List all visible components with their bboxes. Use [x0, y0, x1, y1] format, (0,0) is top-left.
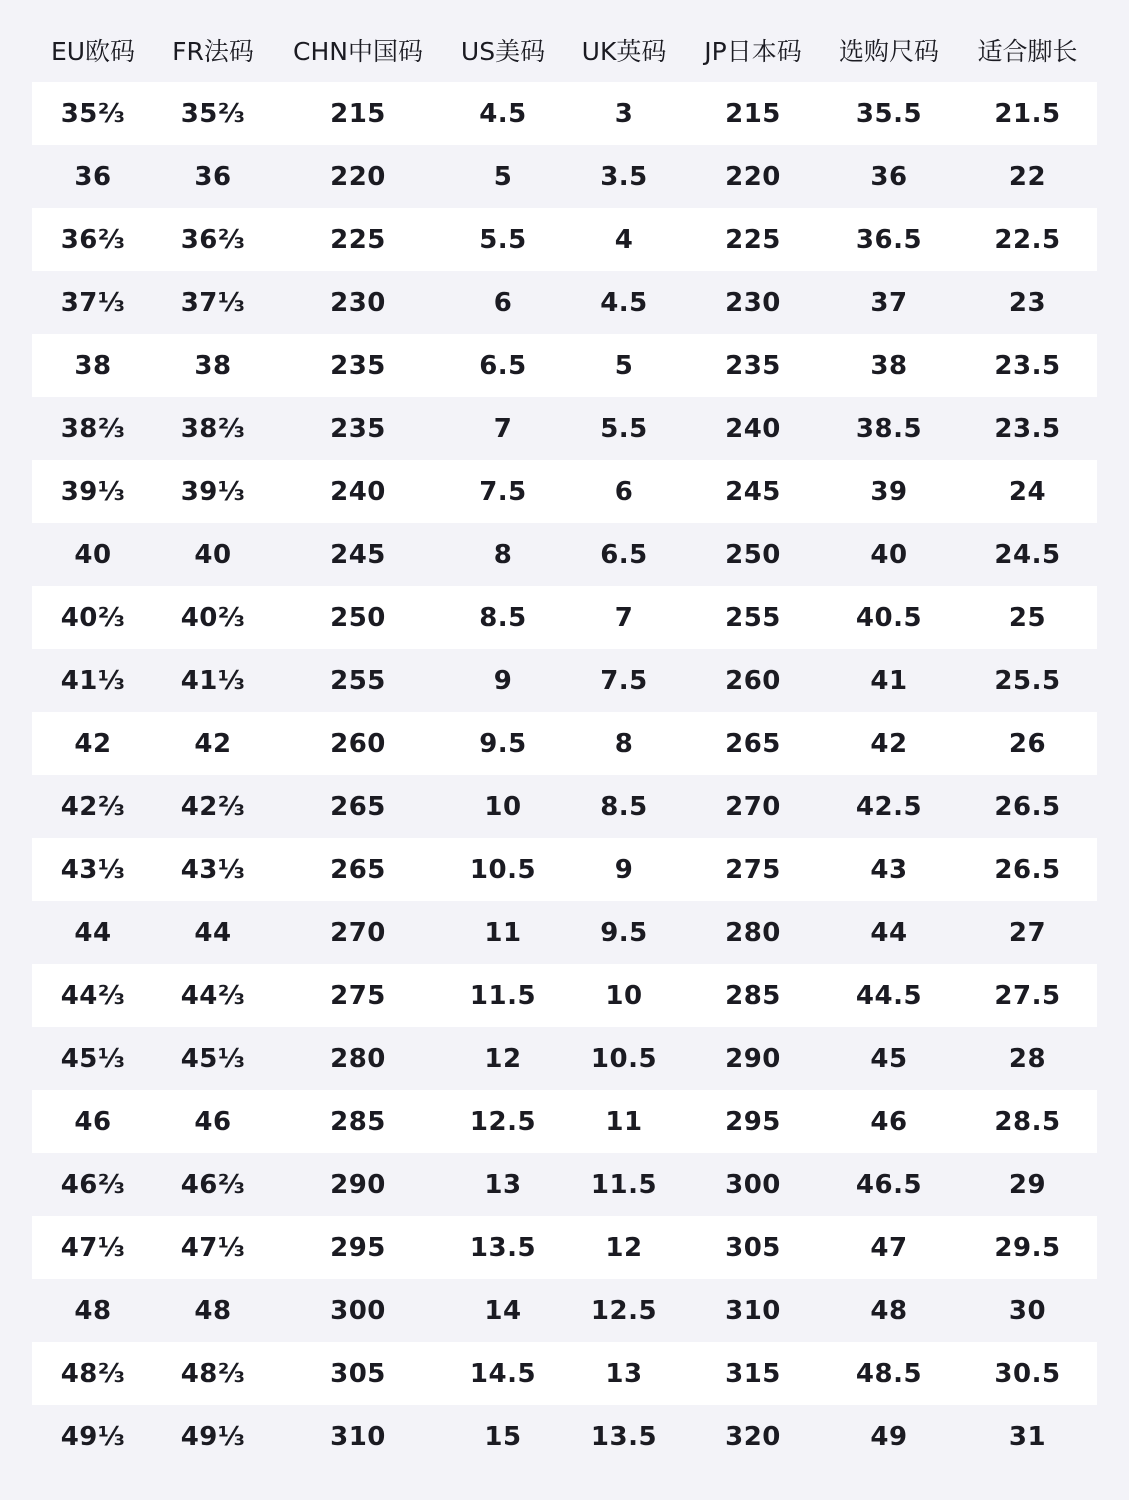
table-row	[32, 145, 1097, 208]
cell-eu-size: 44	[74, 917, 112, 948]
cell-uk-size: 12.5	[590, 1295, 658, 1326]
cell-eu-size: 46	[74, 1106, 112, 1137]
cell-us-size: 8.5	[479, 602, 527, 633]
cell-foot-length: 24.5	[994, 539, 1061, 570]
table-row	[32, 1342, 1097, 1405]
cell-chn-size: 235	[330, 350, 386, 381]
cell-jp-size: 235	[725, 350, 781, 381]
cell-eu-size: 48⅔	[60, 1358, 126, 1389]
cell-jp-size: 295	[725, 1106, 781, 1137]
cell-jp-size: 280	[725, 917, 781, 948]
cell-jp-size: 225	[725, 224, 781, 255]
cell-us-size: 11.5	[469, 980, 537, 1011]
cell-chn-size: 245	[330, 539, 386, 570]
cell-chn-size: 275	[330, 980, 386, 1011]
cell-jp-size: 275	[725, 854, 781, 885]
cell-fr-size: 36⅔	[180, 224, 246, 255]
cell-jp-size: 290	[725, 1043, 781, 1074]
size-chart-table	[32, 18, 1097, 1468]
cell-chn-size: 250	[330, 602, 386, 633]
cell-fr-size: 48⅔	[180, 1358, 246, 1389]
cell-us-size: 13.5	[469, 1232, 537, 1263]
cell-foot-length: 23	[1008, 287, 1047, 318]
cell-fr-size: 37⅓	[180, 287, 246, 318]
cell-chn-size: 285	[330, 1106, 386, 1137]
cell-recommended-size: 38	[870, 350, 908, 381]
cell-uk-size: 11.5	[590, 1169, 658, 1200]
cell-fr-size: 40	[194, 539, 232, 570]
table-row	[32, 82, 1097, 145]
cell-chn-size: 310	[330, 1421, 386, 1452]
cell-fr-size: 44⅔	[180, 980, 246, 1011]
column-header-fr-size: FR法码	[172, 37, 254, 66]
cell-jp-size: 305	[725, 1232, 781, 1263]
cell-uk-size: 13.5	[590, 1421, 658, 1452]
cell-recommended-size: 48	[870, 1295, 908, 1326]
cell-fr-size: 42⅔	[180, 791, 246, 822]
cell-foot-length: 28	[1008, 1043, 1047, 1074]
cell-fr-size: 41⅓	[180, 665, 246, 696]
cell-us-size: 6.5	[479, 350, 527, 381]
cell-fr-size: 43⅓	[180, 854, 246, 885]
table-row	[32, 1279, 1097, 1342]
cell-jp-size: 245	[725, 476, 781, 507]
cell-us-size: 5	[493, 161, 513, 192]
cell-uk-size: 4	[614, 224, 634, 255]
cell-recommended-size: 43	[870, 854, 908, 885]
cell-foot-length: 22.5	[994, 224, 1061, 255]
cell-recommended-size: 36	[870, 161, 908, 192]
cell-uk-size: 13	[605, 1358, 643, 1389]
cell-recommended-size: 37	[870, 287, 908, 318]
cell-recommended-size: 36.5	[855, 224, 923, 255]
cell-uk-size: 4.5	[600, 287, 648, 318]
cell-recommended-size: 40	[870, 539, 908, 570]
cell-recommended-size: 35.5	[855, 98, 923, 129]
cell-recommended-size: 46.5	[855, 1169, 923, 1200]
cell-jp-size: 220	[725, 161, 781, 192]
column-header-jp-size: JP日本码	[704, 37, 802, 66]
cell-recommended-size: 38.5	[855, 413, 923, 444]
cell-chn-size: 240	[330, 476, 386, 507]
cell-us-size: 9	[493, 665, 513, 696]
cell-jp-size: 310	[725, 1295, 781, 1326]
cell-uk-size: 9.5	[600, 917, 648, 948]
table-row	[32, 901, 1097, 964]
cell-fr-size: 46	[194, 1106, 232, 1137]
cell-chn-size: 260	[330, 728, 386, 759]
cell-jp-size: 265	[725, 728, 781, 759]
cell-us-size: 11	[484, 917, 522, 948]
cell-foot-length: 22	[1008, 161, 1047, 192]
table-row	[32, 460, 1097, 523]
cell-eu-size: 49⅓	[60, 1421, 126, 1452]
table-row	[32, 1216, 1097, 1279]
column-header-uk-size: UK英码	[581, 37, 667, 66]
cell-jp-size: 255	[725, 602, 781, 633]
cell-foot-length: 25.5	[994, 665, 1061, 696]
cell-chn-size: 225	[330, 224, 386, 255]
table-body	[32, 82, 1097, 1468]
cell-jp-size: 320	[725, 1421, 781, 1452]
cell-us-size: 14.5	[469, 1358, 537, 1389]
cell-eu-size: 48	[74, 1295, 112, 1326]
cell-us-size: 14	[484, 1295, 522, 1326]
cell-foot-length: 28.5	[994, 1106, 1061, 1137]
cell-recommended-size: 48.5	[855, 1358, 923, 1389]
table-row	[32, 334, 1097, 397]
table-row	[32, 586, 1097, 649]
cell-eu-size: 36⅔	[60, 224, 126, 255]
cell-chn-size: 265	[330, 791, 386, 822]
cell-uk-size: 10	[605, 980, 643, 1011]
cell-us-size: 13	[484, 1169, 522, 1200]
cell-recommended-size: 45	[870, 1043, 908, 1074]
cell-fr-size: 46⅔	[180, 1169, 246, 1200]
cell-uk-size: 7.5	[600, 665, 648, 696]
cell-fr-size: 36	[194, 161, 232, 192]
cell-foot-length: 29	[1008, 1169, 1047, 1200]
cell-eu-size: 44⅔	[60, 980, 126, 1011]
cell-uk-size: 11	[605, 1106, 643, 1137]
cell-us-size: 10.5	[469, 854, 537, 885]
column-header-recommended-size: 选购尺码	[838, 37, 939, 66]
cell-foot-length: 25	[1008, 602, 1047, 633]
cell-uk-size: 6	[614, 476, 634, 507]
cell-eu-size: 35⅔	[60, 98, 126, 129]
cell-uk-size: 8.5	[600, 791, 648, 822]
cell-foot-length: 27	[1008, 917, 1047, 948]
cell-eu-size: 38	[74, 350, 112, 381]
cell-chn-size: 265	[330, 854, 386, 885]
cell-us-size: 6	[493, 287, 513, 318]
cell-uk-size: 9	[614, 854, 634, 885]
cell-recommended-size: 44.5	[855, 980, 923, 1011]
cell-foot-length: 29.5	[994, 1232, 1061, 1263]
cell-jp-size: 285	[725, 980, 781, 1011]
cell-us-size: 5.5	[479, 224, 527, 255]
cell-fr-size: 48	[194, 1295, 232, 1326]
cell-chn-size: 220	[330, 161, 386, 192]
cell-recommended-size: 40.5	[855, 602, 923, 633]
table-row	[32, 271, 1097, 334]
table-row	[32, 964, 1097, 1027]
cell-foot-length: 30	[1008, 1295, 1047, 1326]
cell-fr-size: 39⅓	[180, 476, 246, 507]
cell-jp-size: 230	[725, 287, 781, 318]
cell-foot-length: 30.5	[994, 1358, 1061, 1389]
cell-fr-size: 42	[194, 728, 232, 759]
cell-jp-size: 250	[725, 539, 781, 570]
cell-recommended-size: 42.5	[855, 791, 923, 822]
cell-fr-size: 40⅔	[180, 602, 246, 633]
cell-us-size: 7.5	[479, 476, 527, 507]
cell-fr-size: 35⅔	[180, 98, 246, 129]
cell-eu-size: 41⅓	[60, 665, 126, 696]
cell-jp-size: 315	[725, 1358, 781, 1389]
cell-eu-size: 43⅓	[60, 854, 126, 885]
cell-eu-size: 40⅔	[60, 602, 126, 633]
cell-recommended-size: 42	[870, 728, 908, 759]
table-row	[32, 1027, 1097, 1090]
cell-us-size: 10	[484, 791, 522, 822]
cell-eu-size: 42⅔	[60, 791, 126, 822]
cell-recommended-size: 41	[870, 665, 908, 696]
cell-uk-size: 6.5	[600, 539, 648, 570]
cell-chn-size: 215	[330, 98, 386, 129]
cell-foot-length: 23.5	[994, 350, 1061, 381]
cell-jp-size: 300	[725, 1169, 781, 1200]
table-row	[32, 775, 1097, 838]
cell-eu-size: 46⅔	[60, 1169, 126, 1200]
cell-foot-length: 21.5	[994, 98, 1061, 129]
cell-uk-size: 7	[614, 602, 634, 633]
table-row	[32, 1405, 1097, 1468]
table-row	[32, 397, 1097, 460]
cell-recommended-size: 39	[870, 476, 908, 507]
cell-uk-size: 10.5	[590, 1043, 658, 1074]
cell-fr-size: 38⅔	[180, 413, 246, 444]
cell-us-size: 8	[493, 539, 513, 570]
cell-chn-size: 270	[330, 917, 386, 948]
cell-uk-size: 3	[614, 98, 634, 129]
cell-fr-size: 45⅓	[180, 1043, 246, 1074]
cell-eu-size: 45⅓	[60, 1043, 126, 1074]
cell-foot-length: 23.5	[994, 413, 1061, 444]
cell-foot-length: 26.5	[994, 791, 1061, 822]
cell-foot-length: 26	[1008, 728, 1047, 759]
cell-recommended-size: 44	[870, 917, 908, 948]
cell-foot-length: 31	[1008, 1421, 1047, 1452]
cell-fr-size: 38	[194, 350, 232, 381]
cell-chn-size: 255	[330, 665, 386, 696]
cell-chn-size: 235	[330, 413, 386, 444]
cell-eu-size: 40	[74, 539, 112, 570]
cell-us-size: 7	[493, 413, 513, 444]
table-row	[32, 1090, 1097, 1153]
cell-jp-size: 215	[725, 98, 781, 129]
cell-recommended-size: 49	[870, 1421, 908, 1452]
cell-us-size: 12	[484, 1043, 522, 1074]
cell-eu-size: 39⅓	[60, 476, 126, 507]
cell-foot-length: 24	[1008, 476, 1047, 507]
cell-fr-size: 47⅓	[180, 1232, 246, 1263]
table-header	[32, 18, 1097, 82]
cell-chn-size: 295	[330, 1232, 386, 1263]
table-row	[32, 523, 1097, 586]
cell-chn-size: 290	[330, 1169, 386, 1200]
cell-jp-size: 240	[725, 413, 781, 444]
cell-foot-length: 27.5	[994, 980, 1061, 1011]
cell-uk-size: 5.5	[600, 413, 648, 444]
table-row	[32, 649, 1097, 712]
cell-chn-size: 230	[330, 287, 386, 318]
column-header-us-size: US美码	[460, 37, 546, 66]
table-row	[32, 1153, 1097, 1216]
cell-uk-size: 5	[614, 350, 634, 381]
cell-recommended-size: 47	[870, 1232, 908, 1263]
cell-chn-size: 300	[330, 1295, 386, 1326]
cell-eu-size: 37⅓	[60, 287, 126, 318]
cell-fr-size: 44	[194, 917, 232, 948]
cell-chn-size: 305	[330, 1358, 386, 1389]
cell-eu-size: 42	[74, 728, 112, 759]
cell-uk-size: 12	[605, 1232, 643, 1263]
cell-chn-size: 280	[330, 1043, 386, 1074]
cell-us-size: 9.5	[479, 728, 527, 759]
table-row	[32, 208, 1097, 271]
cell-jp-size: 260	[725, 665, 781, 696]
column-header-eu-size: EU欧码	[50, 37, 136, 66]
cell-uk-size: 8	[614, 728, 634, 759]
column-header-chn-size: CHN中国码	[293, 37, 423, 66]
column-header-foot-length: 适合脚长	[977, 37, 1078, 66]
cell-foot-length: 26.5	[994, 854, 1061, 885]
cell-recommended-size: 46	[870, 1106, 908, 1137]
cell-eu-size: 47⅓	[60, 1232, 126, 1263]
cell-fr-size: 49⅓	[180, 1421, 246, 1452]
cell-uk-size: 3.5	[600, 161, 648, 192]
cell-us-size: 15	[484, 1421, 522, 1452]
cell-eu-size: 38⅔	[60, 413, 126, 444]
cell-us-size: 4.5	[479, 98, 527, 129]
cell-us-size: 12.5	[469, 1106, 537, 1137]
cell-jp-size: 270	[725, 791, 781, 822]
table-row	[32, 838, 1097, 901]
table-row	[32, 712, 1097, 775]
cell-eu-size: 36	[74, 161, 112, 192]
